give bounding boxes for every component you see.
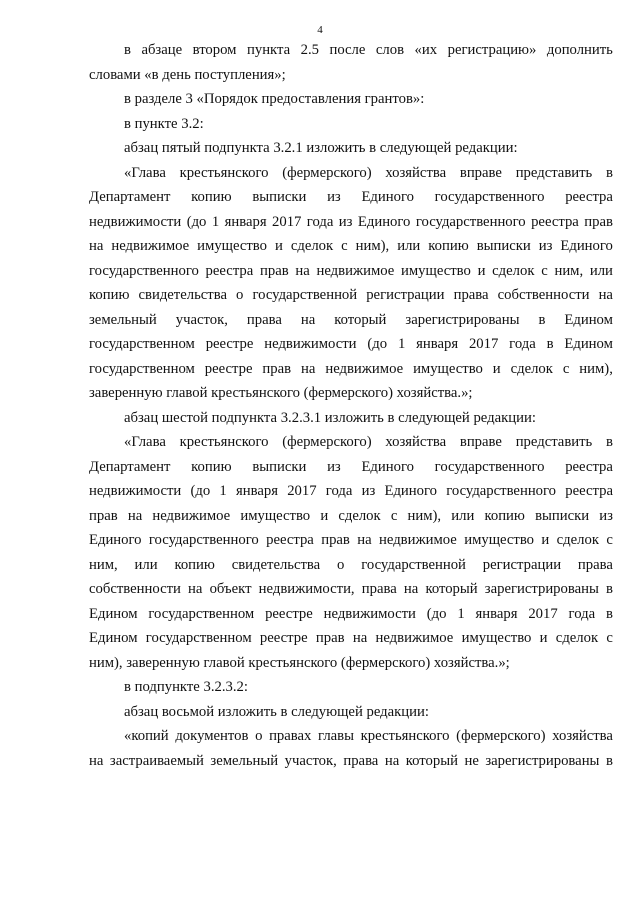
text-line [89, 357, 613, 382]
word: государственного [446, 483, 557, 499]
word: (фермерского) [282, 434, 372, 450]
word: в [606, 164, 613, 181]
word: государственного [434, 458, 545, 475]
word: вправе [459, 434, 502, 450]
word: ним, [89, 556, 118, 573]
text-line [89, 504, 613, 529]
text-line [89, 161, 613, 186]
line-text: в подпункте 3.2.3.2: [124, 679, 248, 695]
word: в [606, 434, 613, 450]
word: который [334, 311, 387, 328]
word: 2017 [272, 213, 302, 230]
word: зарегистрированы [485, 752, 600, 769]
word: и [539, 630, 548, 646]
word: (до [426, 605, 447, 622]
word: участок, [284, 752, 337, 769]
word: зарегистрированы [484, 581, 599, 597]
word: слов [375, 42, 405, 58]
word: после [329, 42, 366, 58]
word: недвижимое [375, 630, 454, 646]
word: представить [515, 164, 593, 181]
word: сделок [556, 532, 599, 548]
word: (фермерского) [282, 164, 372, 181]
word: государственного [415, 213, 526, 230]
word: ним), [579, 360, 613, 377]
word: на [357, 532, 372, 548]
text-line [89, 112, 613, 137]
word: реестра [565, 458, 613, 475]
word: в [124, 42, 131, 58]
word: реестре [205, 336, 254, 352]
word: января [235, 483, 278, 499]
word: который [425, 581, 478, 597]
line-text: абзац пятый подпункта 3.2.1 изложить в следующей редакции: [124, 140, 518, 156]
word: и [320, 507, 329, 524]
word: 2.5 [300, 42, 319, 58]
word: с [606, 630, 613, 646]
word: из [361, 483, 376, 499]
word: прав [89, 507, 118, 524]
word: сделок [555, 630, 599, 646]
word: недвижимости [89, 483, 182, 499]
word: в [546, 336, 554, 352]
word: Единого [357, 213, 411, 230]
text-line [89, 577, 613, 602]
word: на [188, 581, 203, 597]
word: прав [260, 262, 289, 279]
word: (фермерского) [456, 728, 546, 744]
text-line [89, 724, 613, 749]
word: реестра [565, 189, 613, 205]
word: прав [262, 360, 292, 377]
word: государственной [252, 287, 358, 303]
word: дополнить [546, 42, 613, 58]
word: и [492, 360, 501, 377]
word: государственном [145, 630, 252, 646]
word: крестьянского [179, 164, 269, 181]
word: Едином [89, 605, 138, 622]
word: года [568, 605, 596, 622]
word: пункта [246, 42, 291, 58]
line-text: в разделе 3 «Порядок предоставления грантов»: [124, 91, 425, 107]
word: недвижимое [379, 532, 457, 548]
word: Единого [89, 532, 142, 548]
word: копию [191, 189, 232, 205]
text-line [89, 675, 613, 700]
word: который [405, 752, 458, 769]
text-line [89, 87, 613, 112]
word: Едином [564, 311, 613, 328]
word: собственности [89, 581, 181, 597]
line-text: абзац шестой подпункта 3.2.3.1 изложить в следующей редакции: [124, 409, 536, 426]
word: о [337, 556, 345, 573]
word: «Глава [124, 434, 166, 450]
word: копию [89, 287, 130, 303]
text-line [89, 553, 613, 578]
word: копию [191, 458, 232, 475]
word: представить [515, 434, 593, 450]
text-line [89, 602, 613, 627]
word: прав [321, 532, 350, 548]
word: недвижимое [316, 262, 395, 279]
word: или [397, 238, 421, 254]
word: имущество [401, 262, 471, 279]
word: правах [269, 728, 312, 744]
word: права [453, 287, 489, 303]
word: права [246, 311, 282, 328]
word: не [464, 752, 479, 769]
word: (до [186, 213, 207, 230]
word: в [605, 752, 613, 769]
word: Едином [89, 630, 138, 646]
word: выписки [252, 189, 307, 205]
line-text: словами «в день поступления»; [89, 66, 286, 83]
line-text: заверенную главой крестьянского (фермерского) хозяйства.»; [89, 385, 473, 401]
word: реестре [265, 605, 313, 622]
word: ним, [554, 262, 584, 279]
word: регистрацию» [447, 42, 537, 58]
word: втором [192, 42, 237, 58]
word: имущество [461, 630, 532, 646]
word: января [475, 605, 518, 622]
word: выписки [476, 238, 531, 254]
word: имущество [413, 360, 483, 377]
word: государственном [89, 336, 195, 352]
word: недвижимое [111, 238, 190, 254]
word: Департамент [89, 458, 171, 475]
word: земельный [89, 311, 157, 328]
word: ним), [355, 238, 390, 254]
word: на [403, 581, 419, 597]
word: (до [367, 336, 388, 352]
word: застраиваемый [109, 752, 204, 769]
word: с [541, 262, 548, 279]
text-line [89, 651, 613, 676]
word: копию [174, 556, 215, 573]
text-line [89, 749, 613, 774]
word: государственного [434, 189, 545, 205]
word: на [384, 752, 400, 769]
line-text: ним), заверенную главой крестьянского (фермерского) хозяйства.»; [89, 654, 510, 671]
text-line [89, 479, 613, 504]
text-line [89, 528, 613, 553]
word: года [306, 213, 334, 230]
word: года [509, 336, 536, 352]
word: недвижимости [323, 605, 416, 622]
word: копию [428, 238, 469, 254]
word: с [562, 360, 570, 377]
page-number: 4 [317, 24, 323, 36]
word: в [606, 581, 613, 597]
word: хозяйства [385, 164, 447, 181]
word: земельный [210, 752, 279, 769]
word: государственном [89, 360, 195, 377]
text-line [89, 185, 613, 210]
word: государственном [148, 605, 255, 622]
word: с [341, 238, 348, 254]
word: главы [318, 728, 354, 744]
word: свидетельства [138, 287, 227, 303]
text-line [89, 38, 613, 63]
text-line [89, 259, 613, 284]
word: регистрации [482, 556, 562, 573]
word: «их [414, 42, 438, 58]
text-line [89, 63, 613, 88]
text-line [89, 455, 613, 480]
word: крестьянского [179, 434, 269, 450]
word: государственного [148, 532, 259, 548]
word: абзаце [141, 42, 183, 58]
word: ним), [407, 507, 442, 524]
word: или [134, 556, 158, 573]
text-line [89, 210, 613, 235]
word: о [236, 287, 244, 303]
word: о [255, 728, 263, 744]
word: документов [175, 728, 249, 744]
word: копию [484, 507, 525, 524]
word: зарегистрированы [405, 311, 520, 328]
word: хозяйства [552, 728, 613, 744]
word: недвижимости, [258, 581, 355, 597]
word: выписки [535, 507, 590, 524]
word: и [541, 532, 550, 548]
word: вправе [459, 164, 502, 181]
word: собственности [497, 287, 590, 303]
word: «Глава [124, 164, 166, 181]
word: из [327, 458, 341, 475]
word: или [451, 507, 475, 524]
document-body [89, 38, 613, 773]
text-line [89, 406, 613, 431]
word: 2017 [468, 336, 499, 352]
word: из [538, 238, 553, 254]
word: и [477, 262, 486, 279]
word: права [361, 581, 397, 597]
text-line [89, 308, 613, 333]
word: Единого [361, 189, 414, 205]
word: 1 [211, 213, 220, 230]
word: прав [315, 630, 345, 646]
text-line [89, 430, 613, 455]
word: января [416, 336, 459, 352]
word: на [89, 752, 104, 769]
line-text: в пункте 3.2: [124, 115, 204, 132]
word: в [538, 311, 546, 328]
word: на [127, 507, 143, 524]
word: недвижимости [264, 336, 357, 352]
word: с [390, 507, 398, 524]
word: 1 [219, 483, 227, 499]
text-line [89, 626, 613, 651]
word: имущество [240, 507, 311, 524]
word: имущество [464, 532, 535, 548]
word: из [338, 213, 353, 230]
word: и [274, 238, 283, 254]
text-line [89, 234, 613, 259]
text-line [89, 283, 613, 308]
word: имущество [197, 238, 267, 254]
word: реестре [259, 630, 308, 646]
word: Единого [384, 483, 437, 499]
word: на [89, 238, 104, 254]
word: реестра [266, 532, 314, 548]
word: сделок [492, 262, 535, 279]
text-line [89, 136, 613, 161]
word: недвижимое [325, 360, 404, 377]
word: объект [209, 581, 252, 597]
word: реестре [204, 360, 253, 377]
word: права [577, 556, 613, 573]
word: реестра [531, 213, 579, 230]
word: на [352, 630, 368, 646]
word: права [343, 752, 379, 769]
word: Единого [361, 458, 414, 475]
word: (до [190, 483, 211, 499]
word: регистрации [366, 287, 445, 303]
text-line [89, 381, 613, 406]
word: выписки [252, 458, 307, 475]
text-line [89, 332, 613, 357]
word: хозяйства [385, 434, 447, 450]
word: сделок [338, 507, 381, 524]
word: 1 [457, 605, 465, 622]
line-text: абзац восьмой изложить в следующей редакции: [124, 703, 429, 720]
word: в [605, 605, 613, 622]
word: с [606, 532, 613, 548]
word: 1 [397, 336, 406, 352]
word: участок, [175, 311, 228, 328]
text-line [89, 700, 613, 725]
word: сделок [510, 360, 553, 377]
word: или [589, 262, 613, 279]
word: прав [584, 213, 613, 230]
word: на [598, 287, 613, 303]
word: государственной [361, 556, 466, 573]
word: Департамент [89, 189, 171, 205]
word: свидетельства [231, 556, 321, 573]
word: года [325, 483, 353, 499]
word: реестра [565, 483, 613, 499]
word: недвижимости [89, 213, 182, 230]
word: государственного [89, 262, 199, 279]
word: на [295, 262, 310, 279]
word: 2017 [528, 605, 558, 622]
word: января [224, 213, 267, 230]
word: «копий [124, 728, 169, 744]
word: из [327, 189, 341, 205]
word: 2017 [287, 483, 317, 499]
word: сделок [290, 238, 334, 254]
word: Едином [564, 336, 613, 352]
word: на [301, 360, 316, 377]
word: крестьянского [360, 728, 450, 744]
word: реестра [205, 262, 254, 279]
word: на [300, 311, 316, 328]
word: Единого [560, 238, 613, 254]
word: недвижимое [152, 507, 231, 524]
word: из [599, 507, 613, 524]
